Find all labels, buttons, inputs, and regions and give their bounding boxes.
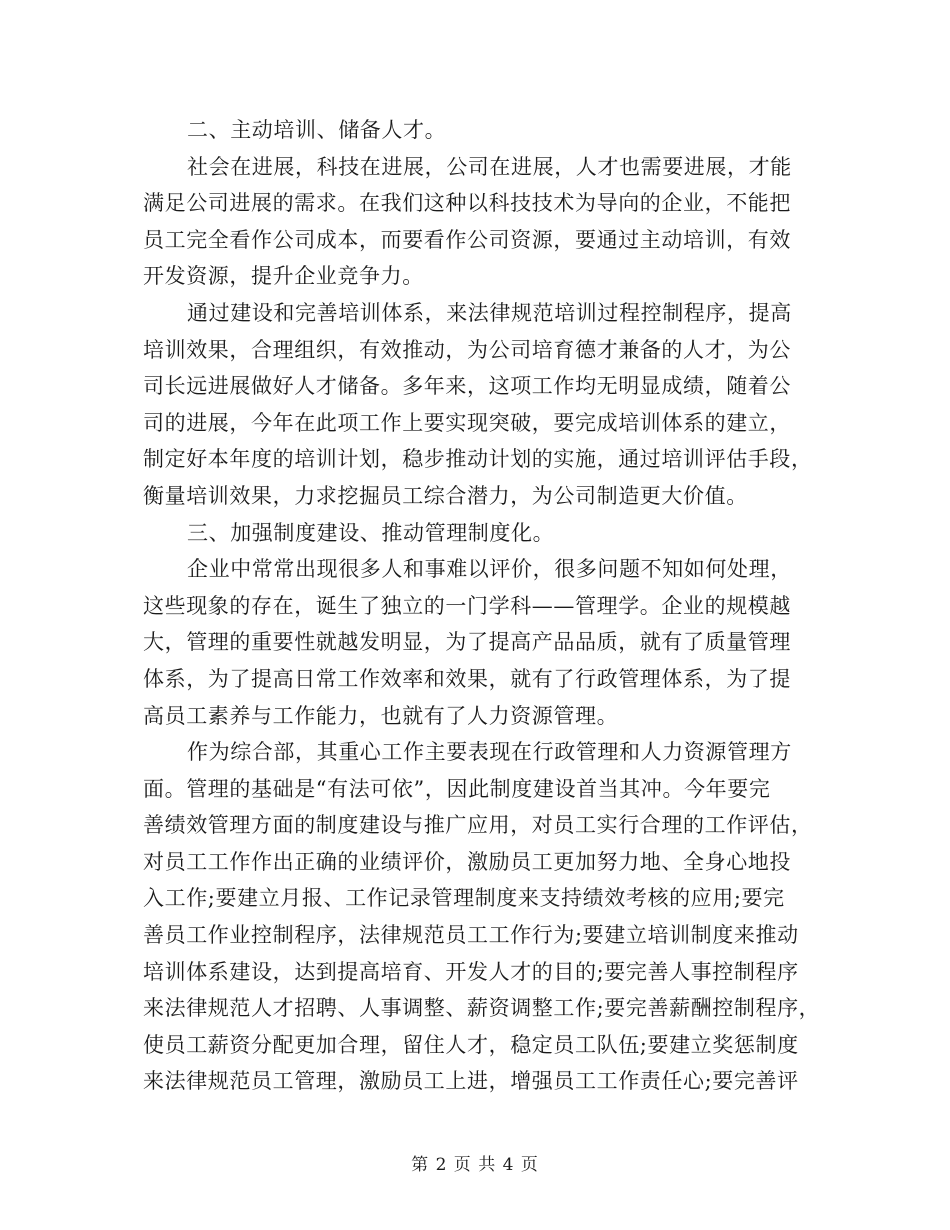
text-line: 这些现象的存在，诞生了独立的一门学科——管理学。企业的规模越 xyxy=(143,593,791,618)
text-line: 培训效果，合理组织，有效推动，为公司培育德才兼备的人才，为公 xyxy=(143,337,791,362)
paragraph xyxy=(143,149,813,295)
text-line: 员工完全看作公司成本，而要看作公司资源，要通过主动培训，有效 xyxy=(143,227,791,252)
paragraph xyxy=(143,295,813,515)
text-line: 体系，为了提高日常工作效率和效果，就有了行政管理体系，为了提 xyxy=(143,666,791,691)
text-line: 大，管理的重要性就越发明显，为了提高产品品质，就有了质量管理 xyxy=(143,630,791,655)
text-line: 来法律规范员工管理，激励员工上进，增强员工工作责任心;要完善评 xyxy=(143,1069,799,1094)
page-footer: 第 2 页 共 4 页 xyxy=(411,1155,539,1175)
text-line: 社会在进展，科技在进展，公司在进展，人才也需要进展，才能 xyxy=(187,154,792,179)
text-line: 对员工工作作出正确的业绩评价，激励员工更加努力地、全身心地投 xyxy=(143,849,791,874)
text-line: 使员工薪资分配更加合理，留住人才，稳定员工队伍;要建立奖惩制度 xyxy=(143,1032,799,1057)
paragraph xyxy=(143,112,813,149)
text-line: 司长远进展做好人才储备。多年来，这项工作均无明显成绩，随着公 xyxy=(143,374,791,399)
text-line: 开发资源，提升企业竞争力。 xyxy=(143,264,424,289)
text-line: 高员工素养与工作能力，也就有了人力资源管理。 xyxy=(143,703,619,728)
text-line: 制定好本年度的培训计划，稳步推动计划的实施，通过培训评估手段， xyxy=(143,447,813,472)
text-line: 企业中常常出现很多人和事难以评价，很多问题不知如何处理， xyxy=(187,557,792,582)
text-line: 二、主动培训、储备人才。 xyxy=(187,118,447,142)
text-line: 善员工作业控制程序，法律规范员工工作行为;要建立培训制度来推动 xyxy=(143,923,799,948)
paragraph xyxy=(143,734,821,1100)
text-line: 面。管理的基础是“有法可依”，因此制度建设首当其冲。今年要完 xyxy=(143,776,771,801)
text-line: 作为综合部，其重心工作主要表现在行政管理和人力资源管理方 xyxy=(187,740,792,765)
text-line: 入工作;要建立月报、工作记录管理制度来支持绩效考核的应用;要完 xyxy=(143,886,785,911)
text-line: 满足公司进展的需求。在我们这种以科技技术为导向的企业，不能把 xyxy=(143,191,791,216)
paragraph xyxy=(143,515,813,552)
text-line: 善绩效管理方面的制度建设与推广应用，对员工实行合理的工作评估， xyxy=(143,813,813,838)
document-body xyxy=(143,112,821,1100)
paragraph xyxy=(143,551,813,734)
text-line: 司的进展，今年在此项工作上要实现突破，要完成培训体系的建立， xyxy=(143,410,791,435)
text-line: 衡量培训效果，力求挖掘员工综合潜力，为公司制造更大价值。 xyxy=(143,483,748,508)
text-line: 来法律规范人才招聘、人事调整、薪资调整工作;要完善薪酬控制程序， xyxy=(143,996,821,1021)
text-line: 通过建设和完善培训体系，来法律规范培训过程控制程序，提高 xyxy=(187,300,792,325)
text-line: 培训体系建设，达到提高培育、开发人才的目的;要完善人事控制程序 xyxy=(143,959,799,984)
text-line: 三、加强制度建设、推动管理制度化。 xyxy=(187,520,555,545)
